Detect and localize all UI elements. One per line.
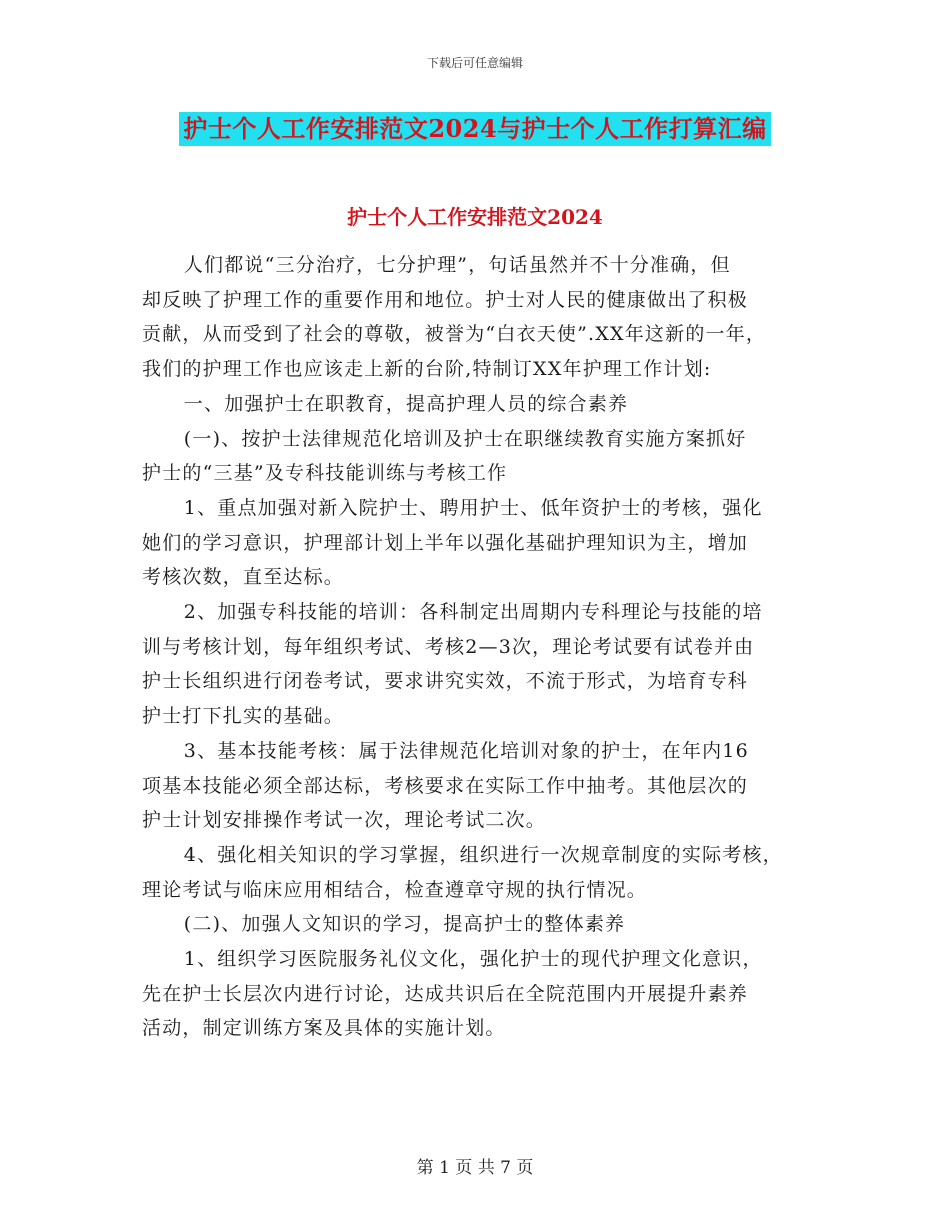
page-header-note: 下载后可任意编辑 — [426, 56, 523, 70]
paragraph: 1、组织学习医院服务礼仪文化，强化护士的现代护理文化意识， 先在护士长层次内进行讨论，达成共识后在全院范围内开展提升素养 活动，制定训练方案及具体的实施计划。 — [142, 948, 763, 1040]
document-title-container — [0, 112, 950, 146]
paragraph: 3、基本技能考核：属于法律规范化培训对象的护士，在年内16 项基本技能必须全部达标，考核要求在实际工作中抽考。其他层次的 护士计划安排操作考试一次，理论考试二次。 — [142, 739, 749, 832]
paragraph: 4、强化相关知识的学习掌握，组织进行一次规章制度的实际考核， 理论考试与临床应用相结合，检查遵章守规的执行情况。 — [142, 843, 783, 901]
document-body — [142, 248, 822, 1046]
paragraph: (二)、加强人文知识的学习，提高护士的整体素养 — [183, 913, 626, 936]
paragraph: 人们都说“三分治疗，七分护理”，句话虽然并不十分准确，但 却反映了护理工作的重要作用和地位。护士对人民的健康做出了积极 贡献，从而受到了社会的尊敬，被誉为“白衣天使”.XX年这新的一年， 我们的护理工作也应该走上新的台阶,特制订XX年护理工作计划: — [142, 254, 767, 381]
section-title: 护士个人工作安排范文2024 — [347, 205, 603, 229]
paragraph: 2、加强专科技能的培训：各科制定出周期内专科理论与技能的培 训与考核计划，每年组织考试、考核2—3次，理论考试要有试卷并由 护士长组织进行闭卷考试，要求讲究实效，不流于形式，为培育专科 护士打下扎实的基础。 — [142, 601, 763, 728]
paragraph: 一、加强护士在职教育，提高护理人员的综合素养 — [183, 392, 629, 415]
paragraph: 1、重点加强对新入院护士、聘用护士、低年资护士的考核，强化 她们的学习意识，护理部计划上半年以强化基础护理知识为主，增加 考核次数，直至达标。 — [142, 496, 763, 589]
page-number: 第 1 页 共 7 页 — [416, 1158, 534, 1178]
document-title: 护士个人工作安排范文2024与护士个人工作打算汇编 — [179, 112, 770, 146]
paragraph: (一)、按护士法律规范化培训及护士在职继续教育实施方案抓好 护士的“三基”及专科技能训练与考核工作 — [142, 427, 747, 485]
